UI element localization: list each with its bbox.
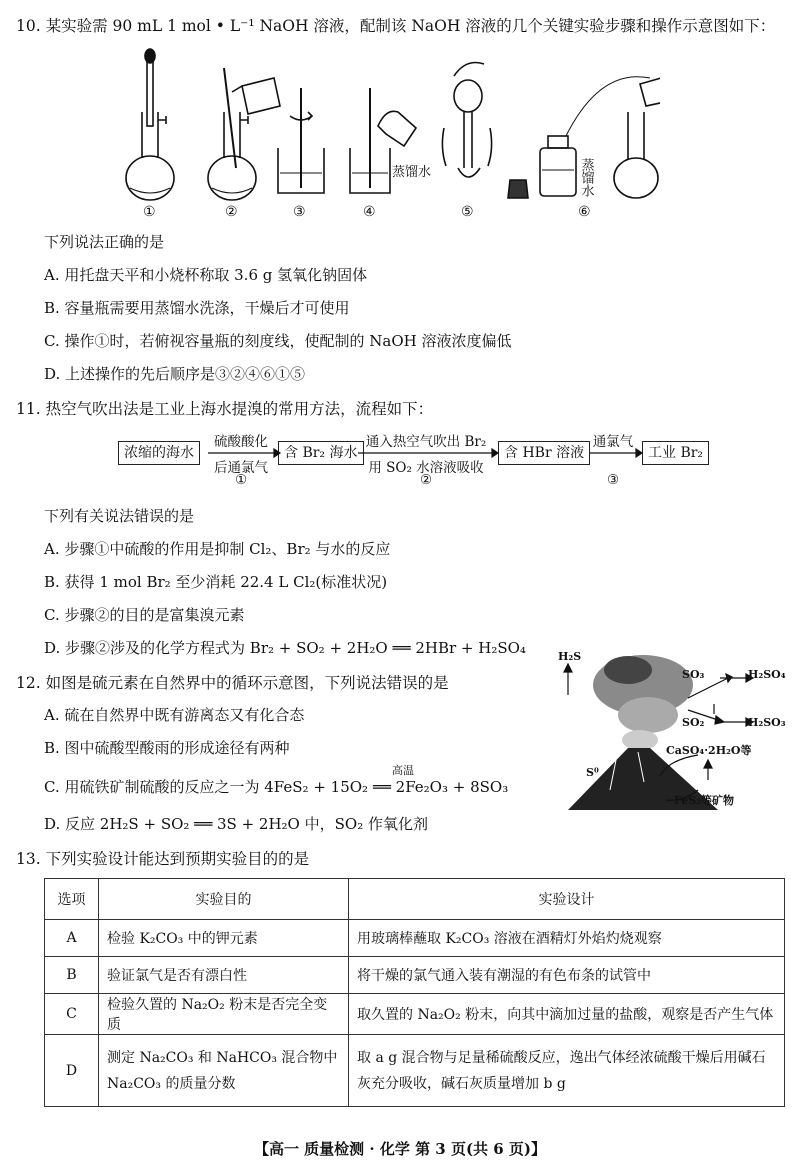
flow-step-3: ③ bbox=[606, 472, 620, 488]
q11-option-c[interactable]: C. 步骤②的目的是富集溴元素 bbox=[44, 606, 245, 624]
row-c-option: C bbox=[45, 994, 99, 1035]
row-c-design: 取久置的 Na₂O₂ 粉末，向其中滴加过量的盐酸，观察是否产生气体 bbox=[349, 994, 785, 1035]
q10-stem: 10. 某实验需 90 mL 1 mol • L⁻¹ NaOH 溶液，配制该 NaOH 溶液的几个关键实验步骤和操作示意图如下： bbox=[16, 17, 776, 35]
fig-label-3: ③ bbox=[293, 204, 306, 220]
flask-pour-figure bbox=[208, 68, 280, 200]
row-c-aim: 检验久置的 Na₂O₂ 粉末是否完全变质 bbox=[99, 994, 349, 1035]
fig-so3: SO₃ bbox=[682, 668, 705, 681]
q10-option-c[interactable]: C. 操作①时，若俯视容量瓶的刻度线，使配制的 NaOH 溶液浓度偏低 bbox=[44, 332, 512, 350]
q12-c-condition: 高温 bbox=[392, 764, 414, 777]
sulfur-cycle-figure bbox=[548, 640, 788, 815]
q11-option-a[interactable]: A. 步骤①中硫酸的作用是抑制 Cl₂、Br₂ 与水的反应 bbox=[44, 540, 391, 558]
q10-lab-figure bbox=[120, 48, 660, 220]
fig-fes2: FeS₂等矿物 bbox=[674, 794, 734, 807]
flow-box-4: 工业 Br₂ bbox=[642, 441, 709, 465]
table-header-row bbox=[45, 879, 785, 920]
flow-box-1: 浓缩的海水 bbox=[118, 441, 200, 465]
flow-arrow2-top: 通入热空气吹出 Br₂ bbox=[365, 434, 487, 450]
table-header-aim: 实验目的 bbox=[99, 879, 349, 920]
q13-table bbox=[44, 878, 785, 1107]
flow-arrows bbox=[0, 440, 800, 466]
flow-arrow3-top: 通氯气 bbox=[592, 434, 634, 450]
flow-step-2: ② bbox=[419, 472, 433, 488]
q11-stem: 11. 热空气吹出法是工业上海水提溴的常用方法，流程如下： bbox=[16, 400, 434, 418]
table-row bbox=[45, 994, 785, 1035]
water-label-4: 蒸馏水 bbox=[392, 165, 432, 180]
table-row bbox=[45, 1035, 785, 1107]
flow-box-3: 含 HBr 溶液 bbox=[498, 441, 590, 465]
water-label-6: 蒸馏水 bbox=[578, 158, 594, 197]
row-b-design: 将干燥的氯气通入装有潮湿的有色布条的试管中 bbox=[349, 957, 785, 994]
row-d-option: D bbox=[45, 1035, 99, 1107]
table-header-option: 选项 bbox=[45, 879, 99, 920]
fig-label-2: ② bbox=[225, 204, 238, 220]
flow-arrow1-bottom: 后通氯气 bbox=[214, 460, 268, 476]
fig-caso4: CaSO₄·2H₂O等 bbox=[666, 744, 752, 757]
flow-arrow1-top: 硫酸酸化 bbox=[214, 434, 268, 450]
flow-box-2: 含 Br₂ 海水 bbox=[278, 441, 364, 465]
fig-h2so3: H₂SO₃ bbox=[748, 716, 786, 729]
fig-label-4: ④ bbox=[363, 204, 376, 220]
table-row bbox=[45, 920, 785, 957]
row-a-option: A bbox=[45, 920, 99, 957]
q12-option-b[interactable]: B. 图中硫酸型酸雨的形成途径有两种 bbox=[44, 739, 290, 757]
row-a-design: 用玻璃棒蘸取 K₂CO₃ 溶液在酒精灯外焰灼烧观察 bbox=[349, 920, 785, 957]
q13-stem: 13. 下列实验设计能达到预期实验目的的是 bbox=[16, 850, 310, 868]
fig-h2so4: H₂SO₄ bbox=[748, 668, 786, 681]
q12-option-c[interactable]: C. 用硫铁矿制硫酸的反应之一为 4FeS₂ + 15O₂ ══ 2Fe₂O₃ + 8SO₃ bbox=[44, 778, 509, 796]
fig-label-6: ⑥ bbox=[578, 204, 591, 220]
q12-stem: 12. 如图是硫元素在自然界中的循环示意图，下列说法错误的是 bbox=[16, 674, 449, 692]
fig-label-5: ⑤ bbox=[461, 204, 474, 220]
q10-option-a[interactable]: A. 用托盘天平和小烧杯称取 3.6 g 氢氧化钠固体 bbox=[44, 266, 368, 284]
fig-h2s: H₂S bbox=[558, 650, 582, 663]
flow-arrow2-bottom: 用 SO₂ 水溶液吸收 bbox=[368, 460, 484, 476]
page-footer: 【高一 质量检测 · 化学 第 3 页(共 6 页)】 bbox=[253, 1140, 547, 1158]
q11-option-d[interactable]: D. 步骤②涉及的化学方程式为 Br₂ + SO₂ + 2H₂O ══ 2HBr + H₂SO₄ bbox=[44, 639, 526, 657]
row-b-aim: 验证氯气是否有漂白性 bbox=[99, 957, 349, 994]
q12-option-a[interactable]: A. 硫在自然界中既有游离态又有化合态 bbox=[44, 706, 305, 724]
row-d-design: 取 a g 混合物与足量稀硫酸反应，逸出气体经浓硫酸干燥后用碱石灰充分吸收，碱石灰质量增加 b g bbox=[349, 1035, 785, 1107]
fig-so2: SO₂ bbox=[682, 716, 705, 729]
flask-shake-figure bbox=[442, 63, 491, 178]
row-b-option: B bbox=[45, 957, 99, 994]
table-header-design: 实验设计 bbox=[349, 879, 785, 920]
beaker-stir-figure bbox=[278, 88, 324, 193]
row-a-aim: 检验 K₂CO₃ 中的钾元素 bbox=[99, 920, 349, 957]
q11-option-b[interactable]: B. 获得 1 mol Br₂ 至少消耗 22.4 L Cl₂(标准状况) bbox=[44, 573, 388, 591]
q12-option-d[interactable]: D. 反应 2H₂S + SO₂ ══ 3S + 2H₂O 中，SO₂ 作氧化剂 bbox=[44, 815, 428, 833]
fig-label-1: ① bbox=[143, 204, 156, 220]
fig-s0: S⁰ bbox=[586, 766, 599, 779]
flow-step-1: ① bbox=[234, 472, 248, 488]
flask-with-dropper-figure bbox=[126, 49, 174, 200]
q10-prompt: 下列说法正确的是 bbox=[44, 233, 165, 251]
q11-prompt: 下列有关说法错误的是 bbox=[44, 507, 195, 525]
table-row bbox=[45, 957, 785, 994]
row-d-aim: 测定 Na₂CO₃ 和 NaHCO₃ 混合物中 Na₂CO₃ 的质量分数 bbox=[99, 1035, 349, 1107]
q10-option-d[interactable]: D. 上述操作的先后顺序是③②④⑥①⑤ bbox=[44, 365, 306, 383]
q10-option-b[interactable]: B. 容量瓶需要用蒸馏水洗涤，干燥后才可使用 bbox=[44, 299, 350, 317]
